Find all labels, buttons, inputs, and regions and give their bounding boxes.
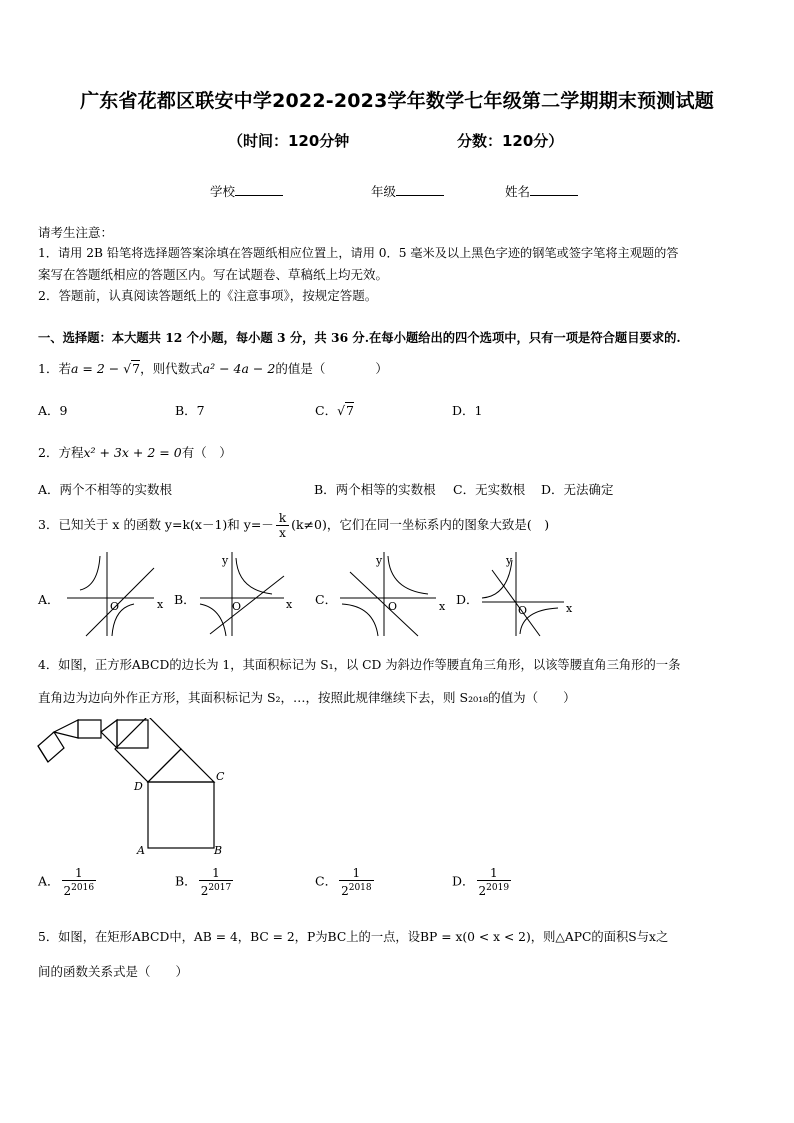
q2-option-c: C．无实数根	[453, 482, 526, 497]
school-blank	[235, 183, 283, 196]
q3-option-c-label: C．	[315, 592, 338, 607]
q1-option-a: A．9	[38, 403, 68, 418]
grade-field	[371, 182, 444, 200]
label-b: B	[214, 844, 223, 857]
q3-tail: (k≠0)，它们在同一坐标系内的图象大致是( )	[291, 517, 550, 532]
grade-label: 年级	[371, 184, 397, 199]
question-3	[38, 511, 549, 540]
exam-time: （时间：120分钟	[228, 132, 350, 150]
q3-option-b-label: B．	[174, 592, 196, 607]
q4-option-d-base: 2	[478, 884, 487, 898]
triangle-2	[101, 720, 117, 748]
q4-option-b	[175, 866, 235, 898]
question-1	[38, 359, 388, 377]
notice-heading: 请考生注意：	[38, 225, 114, 240]
q3-fraction	[276, 511, 289, 540]
q3-lead: 3．已知关于 x 的函数 y=k(x－1)和 y=－	[38, 517, 274, 532]
q1-option-d: D．1	[452, 403, 483, 418]
q4-option-a-label: A．	[38, 873, 60, 889]
q3-graph-d	[478, 548, 578, 640]
q2-option-d: D．无法确定	[541, 482, 614, 497]
square-5	[38, 732, 64, 762]
q3-frac-den: x	[279, 526, 286, 540]
label-a: A	[137, 844, 145, 857]
q4-line-1: 4．如图，正方形ABCD的边长为 1，其面积标记为 S₁，以 CD 为斜边作等腰直角三角形，以该等腰直角三角形的一条	[38, 658, 681, 672]
q4-option-b-exp: 2017	[208, 883, 232, 893]
school-field	[210, 182, 283, 200]
section-heading: 一、选择题：本大题共 12 个小题，每小题 3 分，共 36 分.在每小题给出的四个选项中，只有一项是符合题目要求的.	[38, 330, 681, 345]
origin-label: O	[388, 600, 398, 613]
q4-option-c-exp: 2018	[348, 883, 372, 893]
q1-mid: ，则代数式	[140, 361, 203, 376]
q3-frac-num: k	[276, 511, 289, 526]
q3-option-d-label: D．	[456, 592, 479, 607]
school-label: 学校	[210, 184, 236, 199]
x-axis-label: x	[439, 600, 446, 613]
q4-option-a-exp: 2016	[71, 883, 95, 893]
q4-option-c-num: 1	[339, 866, 374, 881]
q4-option-c-fraction	[339, 866, 374, 898]
q4-option-a	[38, 866, 98, 898]
name-field	[505, 182, 578, 200]
label-c: C	[216, 770, 225, 783]
sqrt-icon: √	[123, 361, 132, 376]
square-abcd	[148, 782, 214, 848]
q2-tail: 有（ ）	[181, 445, 232, 460]
q4-option-a-base: 2	[63, 884, 72, 898]
triangle-1	[148, 749, 214, 782]
q4-option-b-base: 2	[200, 884, 209, 898]
q4-option-b-label: B．	[175, 873, 197, 889]
q2-option-b: B．两个相等的实数根	[314, 482, 436, 497]
question-2	[38, 443, 232, 461]
q4-option-d	[452, 866, 513, 898]
exam-score: 分数：120分）	[457, 132, 564, 150]
origin-label: O	[518, 604, 528, 617]
linear-graph	[210, 576, 284, 634]
square-4	[78, 720, 101, 738]
q1-tail: 的值是（ ）	[275, 361, 388, 376]
q4-option-b-fraction	[199, 866, 234, 898]
grade-blank	[396, 183, 444, 196]
q4-option-a-fraction	[62, 866, 97, 898]
notice-item-1-line-1: 1．请用 2B 铅笔将选择题答案涂填在答题纸相应位置上，请用 0．5 毫米及以上黑色字迹的钢笔或签字笔将主观题的答	[38, 246, 679, 260]
notice-item-2: 2．答题前，认真阅读答题纸上的《注意事项》，按规定答题。	[38, 288, 378, 303]
q1-option-c-label: C．	[315, 403, 338, 418]
q4-figure	[34, 718, 234, 858]
y-axis-label: y	[222, 554, 229, 567]
y-axis-label: y	[376, 554, 383, 567]
q1-option-c	[315, 401, 354, 419]
q2-expr: x² + 3x + 2 = 0	[83, 445, 182, 460]
q1-sqrt-value: 7	[132, 361, 141, 376]
figure-edge	[38, 746, 48, 762]
q5-line-1: 5．如图，在矩形ABCD中，AB = 4，BC = 2，P为BC上的一点，设BP = x(0 < x < 2)，则△APC的面积S与x之	[38, 930, 669, 944]
q1-option-b: B．7	[175, 403, 205, 418]
q3-graph-a	[62, 548, 170, 640]
q1-lead: 1．若	[38, 361, 71, 376]
q3-option-a-label: A．	[38, 592, 60, 607]
q3-graph-c	[336, 548, 448, 640]
hyperbola-branch	[342, 604, 378, 636]
name-blank	[530, 183, 578, 196]
hyperbola-branch	[388, 556, 428, 594]
q1-expr-poly: a² − 4a − 2	[202, 361, 276, 376]
exam-title: 广东省花都区联安中学2022-2023学年数学七年级第二学期期末预测试题	[80, 90, 714, 112]
square-3	[117, 720, 148, 748]
name-label: 姓名	[505, 184, 531, 199]
triangle-3	[54, 720, 78, 738]
q4-option-c	[315, 866, 376, 898]
x-axis-label: x	[157, 598, 164, 611]
q4-option-c-base: 2	[341, 884, 349, 898]
q4-option-b-num: 1	[199, 866, 234, 881]
linear-graph	[86, 568, 154, 636]
sqrt-icon: √	[337, 403, 346, 418]
x-axis-label: x	[286, 598, 293, 611]
hyperbola-branch	[80, 556, 100, 590]
q4-option-c-label: C．	[315, 873, 338, 889]
q4-option-a-num: 1	[62, 866, 97, 881]
q1-option-c-value: 7	[346, 403, 354, 418]
origin-label: O	[110, 600, 120, 613]
y-axis-label: y	[506, 554, 513, 567]
q3-graph-b	[192, 548, 300, 640]
notice-item-1-line-2: 案写在答题纸相应的答题区内。写在试题卷、草稿纸上均无效。	[38, 267, 389, 282]
q1-expr-a: a = 2 −	[70, 361, 124, 376]
label-d: D	[134, 780, 143, 793]
q4-option-d-exp: 2019	[486, 883, 510, 893]
hyperbola-branch	[236, 558, 272, 594]
q4-option-d-fraction	[477, 866, 512, 898]
origin-label: O	[232, 600, 242, 613]
q4-option-d-label: D．	[452, 873, 475, 889]
q2-lead: 2．方程	[38, 445, 84, 460]
q2-option-a: A．两个不相等的实数根	[38, 482, 173, 497]
q4-option-d-num: 1	[477, 866, 512, 881]
q4-line-2: 直角边为边向外作正方形，其面积标记为 S₂，…，按照此规律继续下去，则 S₂₀₁₈的值为（ ）	[38, 690, 576, 705]
x-axis-label: x	[566, 602, 573, 615]
q5-line-2: 间的函数关系式是（ ）	[38, 964, 189, 979]
